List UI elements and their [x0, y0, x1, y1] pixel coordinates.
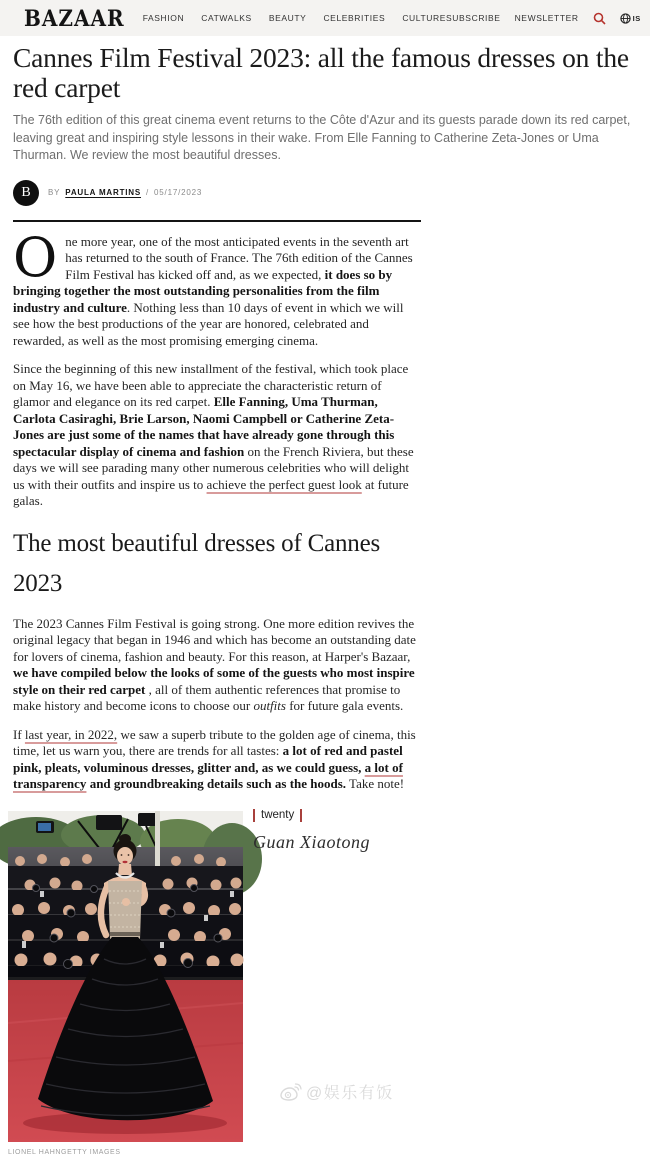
- nav-item-fashion[interactable]: FASHION: [142, 13, 185, 23]
- inline-link[interactable]: a lot of transparency: [13, 759, 403, 792]
- text-segment: The 2023 Cannes Film Festival is going strong. One more edition revives the original legacy that began in 1946 and which has become an outstanding date for lovers of cinema, fashion and beauty. For this reason, at Harper's Bazaar,: [13, 615, 416, 664]
- locale-label: IS: [632, 13, 641, 23]
- text-segment: we saw a superb tribute to the golden age of cinema, this time, let us warn you, there are trends for all tastes:: [13, 726, 416, 759]
- inline-link[interactable]: last year, in 2022,: [24, 726, 118, 742]
- globe-icon: [620, 13, 631, 24]
- caption-index: [253, 809, 370, 822]
- article-paragraph-2: [13, 361, 421, 510]
- page-title: Cannes Film Festival 2023: all the famous dresses on the red carpet: [13, 42, 629, 103]
- text-segment: Elle Fanning, Uma Thurman, Carlota Casiraghi, Brie Larson, Naomi Campbell or Catherine Zeta-Jones are just some of the names that have already gone through this spectacular display of cinema and fashion: [13, 394, 395, 459]
- text-segment: . Nothing less than 10 days of event in which we will see how the best productions of the year are honored, celebrated and rewarded, as well as the most promising emerging cinema.: [13, 299, 404, 348]
- text-segment: on the French Riviera, but these days we will see parading many other numerous celebrities who will delight us with their outfits and inspire us to: [13, 443, 414, 492]
- locale-selector[interactable]: [620, 13, 641, 24]
- text-segment: and groundbreaking details such as the hoods.: [86, 776, 347, 792]
- text-segment: it does so by bringing together the most outstanding personalities from the film industry and culture: [13, 266, 393, 315]
- text-segment: , all of them authentic references that promise to make history and become icons to choose our: [13, 681, 401, 714]
- byline-divider: [13, 220, 421, 222]
- subscribe-link[interactable]: SUBSCRIBE: [446, 13, 501, 23]
- text-segment: outfits: [253, 698, 286, 714]
- article-body: [13, 225, 421, 793]
- bazaar-logo[interactable]: BAZAAR: [24, 4, 125, 32]
- search-icon[interactable]: [593, 12, 606, 25]
- drop-cap: O: [13, 225, 58, 289]
- top-navigation-bar: [0, 0, 650, 36]
- byline-by-label: BY: [48, 188, 61, 198]
- publish-date: 05/17/2023: [154, 188, 203, 198]
- article-paragraph-3: [13, 616, 421, 715]
- byline: [13, 180, 637, 206]
- inline-link[interactable]: achieve the perfect guest look: [206, 476, 362, 492]
- text-segment: Take note!: [346, 776, 405, 792]
- topbar-actions: [446, 12, 641, 25]
- nav-item-culture[interactable]: CULTURE: [402, 13, 447, 23]
- byline-separator: /: [146, 188, 150, 198]
- text-segment: Since the beginning of this new installment of the festival, which took place on May 16, we have been able to appreciate the characteristic return of glamor and elegance on its red carpet.: [13, 361, 409, 410]
- text-segment: a lot of red and pastel pink, pleats, voluminous dresses, glitter and, as we could guess,: [13, 743, 403, 775]
- author-link[interactable]: PAULA MARTINS: [65, 188, 142, 198]
- section-heading: The most beautiful dresses of Cannes 2023: [13, 529, 381, 597]
- text-segment: we have compiled below the looks of some of the guests who most inspire style on their red carpet: [13, 665, 415, 697]
- text-segment: at future galas.: [13, 476, 409, 509]
- weibo-icon: [280, 1083, 302, 1101]
- article-paragraph-1: [13, 225, 421, 350]
- main-nav: [143, 13, 446, 23]
- text-segment: ne more year, one of the most anticipated events in the seventh art has returned to the south of France. The 76th edition of the Cannes Film Festival has kicked off and, as we expected,: [65, 233, 413, 282]
- caption-bar-right: [300, 809, 302, 822]
- author-avatar[interactable]: B: [13, 180, 39, 206]
- watermark-text: @娱乐有饭: [306, 1085, 394, 1102]
- article-paragraph-4: [13, 727, 421, 793]
- weibo-watermark: [280, 1080, 394, 1103]
- caption-number: twenty: [261, 809, 295, 822]
- nav-item-catwalks[interactable]: CATWALKS: [201, 13, 252, 23]
- byline-text: [48, 188, 202, 197]
- caption-celebrity-name: Guan Xiaotong: [253, 831, 370, 852]
- text-segment: for future gala events.: [285, 698, 404, 714]
- caption-bar-left: [253, 809, 255, 822]
- article-deck: The 76th edition of this great cinema event returns to the Côte d'Azur and its guests parade down its red carpet, leaving great and inspiring style lessons in their wake. From Elle Fanning to Catherine Zeta-Jones or Uma Thurman. We review the most beautiful dresses.: [13, 113, 631, 163]
- article-content: [0, 43, 650, 1156]
- nav-item-celebrities[interactable]: CELEBRITIES: [323, 13, 386, 23]
- red-carpet-photo: [8, 811, 243, 1142]
- newsletter-link[interactable]: NEWSLETTER: [514, 13, 579, 23]
- text-segment: If: [13, 726, 25, 742]
- photo-credit: LIONEL HAHNGETTY IMAGES: [8, 1148, 121, 1156]
- nav-item-beauty[interactable]: BEAUTY: [268, 13, 307, 23]
